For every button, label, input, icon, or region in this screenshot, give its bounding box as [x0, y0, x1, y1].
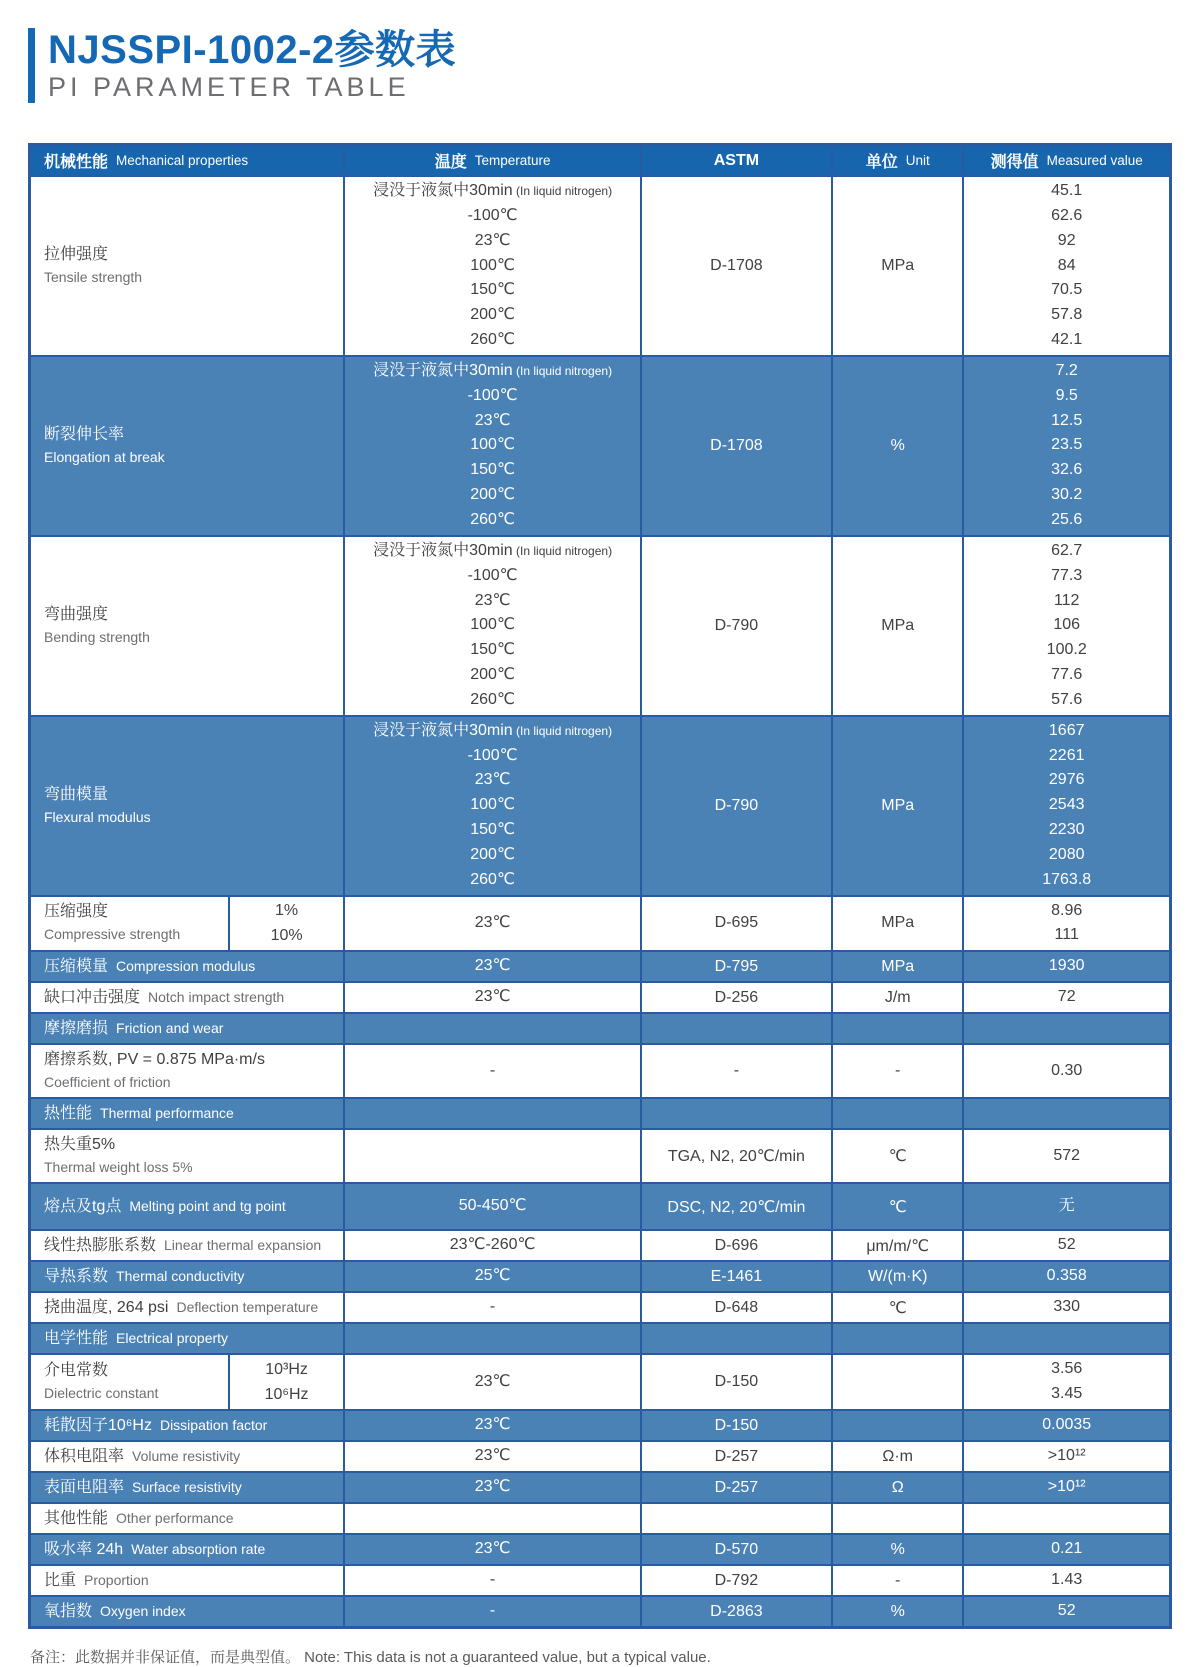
- column-header: 测得值 Measured value: [962, 146, 1169, 175]
- astm-cell: DSC, N2, 20℃/min: [640, 1184, 831, 1229]
- property-cell: 压缩模量 Compression modulus: [44, 958, 256, 976]
- value-cell: [962, 1130, 1169, 1182]
- table-row: [31, 175, 1169, 355]
- unit-cell: [831, 1355, 962, 1409]
- value-cell: [962, 1473, 1169, 1502]
- temperature-line: -100℃: [467, 566, 518, 584]
- table-row: [31, 1043, 1169, 1097]
- temperature-line: 260℃: [470, 331, 515, 349]
- temperature-line: 浸没于液氮中30min (In liquid nitrogen): [373, 182, 613, 199]
- measured-value: >10¹²: [1047, 1447, 1086, 1465]
- measured-value: 3.45: [1051, 1385, 1083, 1403]
- measured-value: 23.5: [1051, 436, 1083, 454]
- temperature-line: -: [489, 1571, 496, 1589]
- unit-cell: MPa: [831, 177, 962, 355]
- measured-value: 0.21: [1051, 1540, 1083, 1558]
- temperature-cell: [343, 897, 639, 951]
- astm-cell: D-795: [640, 952, 831, 981]
- measured-value: 62.7: [1051, 541, 1083, 559]
- table-row: [31, 1409, 1169, 1440]
- temperature-line: 23℃: [474, 914, 511, 932]
- table-row: [31, 1182, 1169, 1229]
- measured-value: 77.6: [1051, 666, 1083, 684]
- temperature-line: 浸没于液氮中30min (In liquid nitrogen): [373, 541, 613, 559]
- table-row: [31, 895, 1169, 951]
- measured-value: 52: [1057, 1236, 1076, 1254]
- temperature-cell: [343, 1231, 639, 1260]
- property-cell: 弯曲模量 Flexural modulus: [44, 785, 151, 825]
- property-cell: 体积电阻率 Volume resistivity: [44, 1448, 241, 1465]
- temperature-line: 100℃: [470, 616, 515, 634]
- astm-cell: TGA, N2, 20℃/min: [640, 1130, 831, 1182]
- unit-cell: MPa: [831, 952, 962, 981]
- sub-condition: 10⁶Hz: [264, 1386, 309, 1404]
- temperature-line: 50-450℃: [458, 1197, 527, 1215]
- value-cell: [962, 1231, 1169, 1260]
- temperature-cell: [343, 952, 639, 981]
- unit-cell: ℃: [831, 1184, 962, 1229]
- empty-cell: [962, 1324, 1169, 1353]
- empty-cell: [343, 1014, 639, 1043]
- measured-value: 77.3: [1051, 566, 1083, 584]
- measured-value: 9.5: [1055, 386, 1078, 404]
- value-cell: [962, 717, 1169, 895]
- measured-value: 25.6: [1051, 510, 1083, 528]
- unit-cell: %: [831, 1597, 962, 1626]
- property-cell: 压缩强度 Compressive strength 1% 10%: [31, 897, 343, 951]
- measured-value: 1667: [1048, 721, 1085, 739]
- temperature-line: 23℃: [474, 591, 511, 609]
- value-cell: [962, 1442, 1169, 1471]
- value-cell: [962, 1045, 1169, 1097]
- measured-value: 0.30: [1051, 1061, 1083, 1079]
- table-header-row: [31, 146, 1169, 175]
- measured-value: 8.96: [1051, 901, 1083, 919]
- table-row: [31, 1097, 1169, 1128]
- parameter-table: [28, 143, 1172, 1629]
- table-row: [31, 715, 1169, 895]
- temperature-line: 100℃: [470, 256, 515, 274]
- property-cell: 缺口冲击强度 Notch impact strength: [44, 989, 285, 1007]
- temperature-cell: [343, 1535, 639, 1564]
- measured-value: 1763.8: [1042, 870, 1092, 888]
- astm-cell: D-1708: [640, 177, 831, 355]
- value-cell: [962, 1355, 1169, 1409]
- property-cell: 挠曲温度, 264 psi Deflection temperature: [44, 1299, 319, 1317]
- table-row: [31, 981, 1169, 1012]
- empty-cell: [640, 1504, 831, 1533]
- temperature-line: 23℃: [474, 1478, 511, 1496]
- empty-cell: [343, 1324, 639, 1353]
- measured-value: >10¹²: [1047, 1478, 1086, 1496]
- astm-cell: D-150: [640, 1355, 831, 1409]
- measured-value: 1.43: [1051, 1571, 1083, 1589]
- measured-value: 57.6: [1051, 690, 1083, 708]
- empty-cell: [962, 1014, 1169, 1043]
- table-row: [31, 1322, 1169, 1353]
- unit-cell: %: [831, 357, 962, 535]
- table-row: [31, 1502, 1169, 1533]
- property-cell: 吸水率 24h Water absorption rate: [44, 1541, 266, 1558]
- temperature-cell: [343, 1262, 639, 1291]
- temperature-cell: [343, 1411, 639, 1440]
- table-row: [31, 1595, 1169, 1626]
- page-title: NJSSPI-1002-2参数表: [48, 28, 457, 72]
- measured-value: 84: [1057, 256, 1076, 274]
- measured-value: 70.5: [1051, 281, 1083, 299]
- page-subtitle: PI PARAMETER TABLE: [48, 72, 410, 102]
- temperature-line: 150℃: [470, 281, 515, 299]
- temperature-line: 23℃: [474, 1416, 511, 1434]
- measured-value: 7.2: [1055, 361, 1078, 379]
- measured-value: 0.358: [1046, 1267, 1087, 1285]
- temperature-line: 150℃: [470, 821, 515, 839]
- property-cell: 拉伸强度 Tensile strength: [44, 245, 143, 285]
- value-cell: [962, 357, 1169, 535]
- table-row: [31, 1353, 1169, 1409]
- measured-value: 32.6: [1051, 461, 1083, 479]
- property-cell: 热性能 Thermal performance: [44, 1105, 234, 1123]
- value-cell: [962, 1566, 1169, 1595]
- property-cell: 熔点及tg点 Melting point and tg point: [44, 1198, 286, 1216]
- measured-value: 45.1: [1051, 182, 1083, 199]
- temperature-line: 25℃: [474, 1267, 511, 1285]
- temperature-line: 浸没于液氮中30min (In liquid nitrogen): [373, 721, 613, 739]
- measured-value: 106: [1053, 616, 1081, 634]
- table-body: [31, 175, 1169, 1626]
- unit-cell: %: [831, 1535, 962, 1564]
- temperature-cell: [343, 1473, 639, 1502]
- property-cell: 耗散因子10⁶Hz Dissipation factor: [44, 1417, 268, 1434]
- temperature-cell: [343, 177, 639, 355]
- temperature-cell: [343, 983, 639, 1012]
- table-row: [31, 1440, 1169, 1471]
- property-cell: 线性热膨胀系数 Linear thermal expansion: [44, 1237, 322, 1255]
- temperature-cell: [343, 1355, 639, 1409]
- astm-cell: D-1708: [640, 357, 831, 535]
- temperature-line: 23℃: [474, 771, 511, 789]
- unit-cell: MPa: [831, 717, 962, 895]
- temperature-line: 23℃: [474, 957, 511, 975]
- value-cell: [962, 1411, 1169, 1440]
- column-header: 机械性能 Mechanical properties: [44, 153, 249, 171]
- unit-cell: ℃: [831, 1130, 962, 1182]
- astm-cell: D-790: [640, 537, 831, 715]
- astm-cell: D-648: [640, 1293, 831, 1322]
- table-row: [31, 1012, 1169, 1043]
- unit-cell: μm/m/℃: [831, 1231, 962, 1260]
- table-row: [31, 1128, 1169, 1182]
- temperature-line: -100℃: [467, 206, 518, 224]
- temperature-cell: [343, 1184, 639, 1229]
- measured-value: 无: [1058, 1197, 1075, 1215]
- empty-cell: [640, 1324, 831, 1353]
- temperature-cell: [343, 1566, 639, 1595]
- empty-cell: [640, 1099, 831, 1128]
- property-cell: 导热系数 Thermal conductivity: [44, 1268, 245, 1286]
- unit-cell: ℃: [831, 1293, 962, 1322]
- empty-cell: [831, 1099, 962, 1128]
- table-row: [31, 535, 1169, 715]
- property-cell: 比重 Proportion: [44, 1572, 149, 1589]
- property-cell: 介电常数 Dielectric constant 10³Hz 10⁶Hz: [31, 1355, 343, 1409]
- measured-value: 111: [1054, 926, 1079, 944]
- value-cell: [962, 1597, 1169, 1626]
- temperature-line: -100℃: [467, 746, 518, 764]
- unit-cell: W/(m·K): [831, 1262, 962, 1291]
- measured-value: 12.5: [1051, 411, 1083, 429]
- temperature-line: 200℃: [470, 845, 515, 863]
- measured-value: 2080: [1048, 845, 1085, 863]
- value-cell: [962, 1293, 1169, 1322]
- table-row: [31, 950, 1169, 981]
- column-header: 单位 Unit: [831, 146, 962, 175]
- property-cell: 氧指数 Oxygen index: [44, 1603, 186, 1620]
- footer-note: 备注：此数据并非保证值，而是典型值。 Note: This data is not a guaranteed value, but a typical value.: [30, 1649, 711, 1666]
- sub-condition: 10%: [270, 927, 303, 945]
- temperature-line: 100℃: [470, 436, 515, 454]
- measured-value: 330: [1053, 1298, 1081, 1316]
- astm-cell: D-2863: [640, 1597, 831, 1626]
- temperature-line: -: [489, 1602, 496, 1620]
- temperature-cell: [343, 1045, 639, 1097]
- temperature-line: 260℃: [470, 510, 515, 528]
- property-cell: 热失重5% Thermal weight loss 5%: [44, 1136, 193, 1176]
- title-text: [48, 28, 456, 103]
- measured-value: 100.2: [1046, 641, 1087, 659]
- value-cell: [962, 177, 1169, 355]
- astm-cell: D-790: [640, 717, 831, 895]
- table-row: [31, 1533, 1169, 1564]
- sub-condition-cell: [228, 897, 344, 951]
- temperature-line: 260℃: [470, 870, 515, 888]
- temperature-line: 100℃: [470, 796, 515, 814]
- table-row: [31, 1564, 1169, 1595]
- column-header: ASTM: [640, 146, 831, 175]
- temperature-line: 23℃: [474, 1540, 511, 1558]
- measured-value: 1930: [1048, 957, 1085, 975]
- property-cell: 其他性能 Other performance: [44, 1510, 234, 1527]
- measured-value: 57.8: [1051, 306, 1083, 324]
- temperature-line: -100℃: [467, 386, 518, 404]
- sub-condition: 10³Hz: [265, 1361, 308, 1379]
- measured-value: 2261: [1048, 746, 1085, 764]
- temperature-line: 260℃: [470, 690, 515, 708]
- astm-cell: D-695: [640, 897, 831, 951]
- measured-value: 572: [1053, 1146, 1081, 1164]
- temperature-cell: [343, 1293, 639, 1322]
- empty-cell: [962, 1504, 1169, 1533]
- value-cell: [962, 1535, 1169, 1564]
- value-cell: [962, 1184, 1169, 1229]
- property-cell: 表面电阻率 Surface resistivity: [44, 1479, 242, 1496]
- astm-cell: D-792: [640, 1566, 831, 1595]
- astm-cell: D-570: [640, 1535, 831, 1564]
- title-accent-bar: [28, 28, 35, 103]
- astm-cell: D-150: [640, 1411, 831, 1440]
- value-cell: [962, 537, 1169, 715]
- measured-value: 72: [1057, 988, 1076, 1006]
- temperature-cell: [343, 717, 639, 895]
- unit-cell: MPa: [831, 537, 962, 715]
- property-cell: 摩擦磨损 Friction and wear: [44, 1020, 224, 1038]
- value-cell: [962, 897, 1169, 951]
- table-row: [31, 1291, 1169, 1322]
- empty-cell: [343, 1099, 639, 1128]
- empty-cell: [640, 1014, 831, 1043]
- temperature-line: 23℃: [474, 988, 511, 1006]
- temperature-line: 200℃: [470, 486, 515, 504]
- empty-cell: [343, 1504, 639, 1533]
- value-cell: [962, 952, 1169, 981]
- unit-cell: -: [831, 1045, 962, 1097]
- measured-value: 42.1: [1051, 331, 1083, 349]
- value-cell: [962, 983, 1169, 1012]
- measured-value: 112: [1053, 591, 1080, 609]
- temperature-line: -: [489, 1061, 496, 1079]
- temperature-line: 200℃: [470, 666, 515, 684]
- property-cell: 磨擦系数, PV = 0.875 MPa·m/s Coefficient of friction: [44, 1051, 265, 1091]
- measured-value: 2543: [1048, 796, 1085, 814]
- sub-condition: 1%: [275, 902, 299, 920]
- unit-cell: MPa: [831, 897, 962, 951]
- empty-cell: [962, 1099, 1169, 1128]
- temperature-line: 23℃: [474, 1447, 511, 1465]
- astm-cell: D-257: [640, 1473, 831, 1502]
- temperature-line: 150℃: [470, 461, 515, 479]
- temperature-line: 150℃: [470, 641, 515, 659]
- sub-condition-cell: [228, 1355, 344, 1409]
- astm-cell: E-1461: [640, 1262, 831, 1291]
- unit-cell: Ω: [831, 1473, 962, 1502]
- title-block: [28, 28, 1172, 103]
- empty-cell: [831, 1014, 962, 1043]
- temperature-line: 23℃: [474, 411, 511, 429]
- temperature-line: 23℃: [474, 231, 511, 249]
- unit-cell: J/m: [831, 983, 962, 1012]
- temperature-cell: [343, 537, 639, 715]
- table-row: [31, 1260, 1169, 1291]
- measured-value: 92: [1057, 231, 1076, 249]
- measured-value: 52: [1057, 1602, 1076, 1620]
- empty-cell: [831, 1324, 962, 1353]
- measured-value: 2976: [1048, 771, 1085, 789]
- table-row: [31, 355, 1169, 535]
- table-row: [31, 1229, 1169, 1260]
- unit-cell: Ω·m: [831, 1442, 962, 1471]
- column-header: 温度 Temperature: [343, 146, 639, 175]
- temperature-line: -: [489, 1298, 496, 1316]
- astm-cell: D-696: [640, 1231, 831, 1260]
- measured-value: 3.56: [1051, 1360, 1083, 1378]
- measured-value: 0.0035: [1042, 1416, 1092, 1434]
- temperature-line: 23℃-260℃: [449, 1236, 536, 1254]
- astm-cell: -: [640, 1045, 831, 1097]
- property-cell: 弯曲强度 Bending strength: [44, 605, 150, 645]
- astm-cell: D-256: [640, 983, 831, 1012]
- temperature-cell: [343, 1597, 639, 1626]
- temperature-cell: [343, 357, 639, 535]
- measured-value: 2230: [1048, 821, 1085, 839]
- property-cell: 电学性能 Electrical property: [44, 1330, 229, 1348]
- temperature-cell: [343, 1130, 639, 1182]
- property-cell: 断裂伸长率 Elongation at break: [44, 425, 165, 465]
- unit-cell: -: [831, 1566, 962, 1595]
- astm-cell: D-257: [640, 1442, 831, 1471]
- temperature-line: 23℃: [474, 1372, 511, 1390]
- temperature-cell: [343, 1442, 639, 1471]
- table-row: [31, 1471, 1169, 1502]
- empty-cell: [831, 1504, 962, 1533]
- measured-value: 62.6: [1051, 206, 1083, 224]
- value-cell: [962, 1262, 1169, 1291]
- unit-cell: [831, 1411, 962, 1440]
- temperature-line: 200℃: [470, 306, 515, 324]
- temperature-line: 浸没于液氮中30min (In liquid nitrogen): [373, 361, 613, 379]
- measured-value: 30.2: [1051, 486, 1083, 504]
